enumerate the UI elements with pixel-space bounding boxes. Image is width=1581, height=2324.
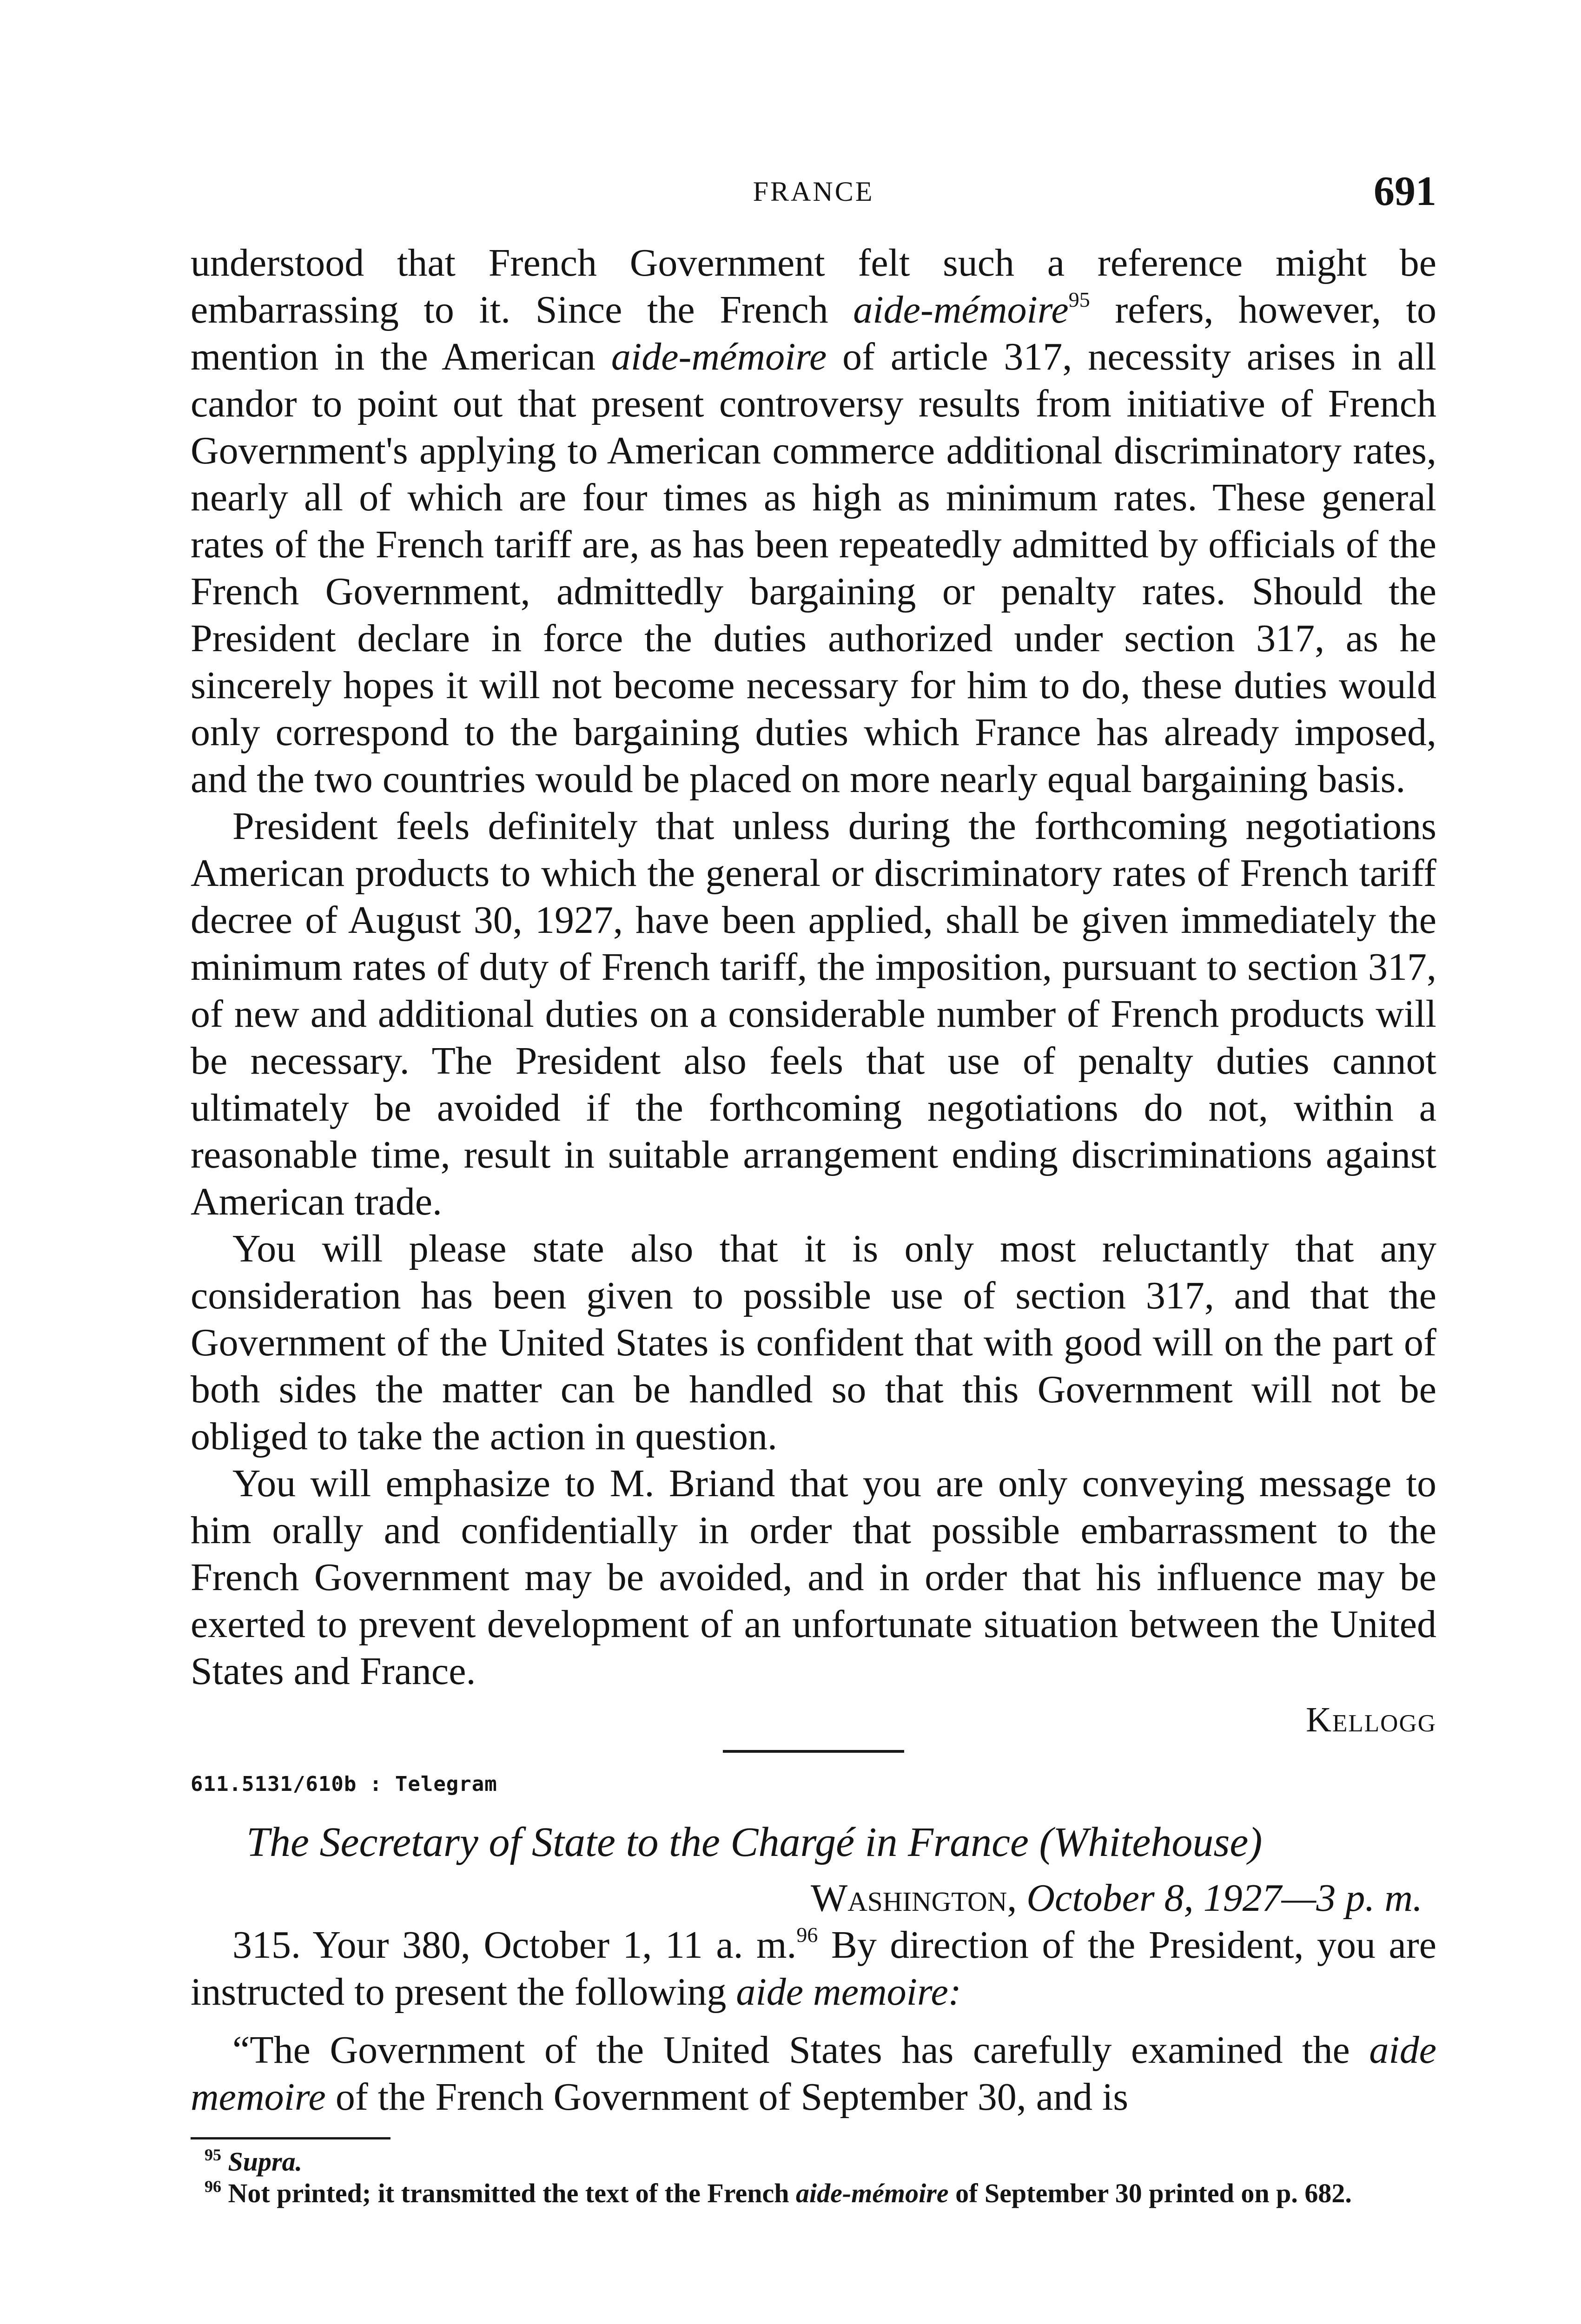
dateline [191,1875,1436,1921]
paragraph-text: of the French Government of September 30, and is [325,2075,1129,2119]
footnote-mark: 96 [205,2177,221,2196]
running-title: FRANCE [753,176,874,207]
paragraph-text: refers, however, to mention in the American [191,288,1436,378]
footnote-divider [191,2137,390,2139]
footnote-reference: 95 [1068,288,1090,311]
footnote-text: of September 30 printed on p. 682. [948,2178,1352,2208]
paragraph: You will please state also that it is only most reluctantly that any consideration has been given to possible use of section 317, and that the Government of the United States is confident that with good will on the part of both sides the matter can be handled so that this Government will not be obliged to take the action in question. [191,1227,1436,1458]
paragraph-text: 315. Your 380, October 1, 11 a. m. [232,1923,797,1967]
page-number: 691 [1374,168,1436,214]
footnote-text: Supra. [228,2146,303,2177]
italic-term: aide-mémoire [796,2178,949,2208]
footnote-mark: 95 [205,2146,221,2164]
quoted-paragraph [191,2027,1436,2120]
dateline-date: October 8, 1927—3 p. m. [1017,1876,1422,1920]
dateline-place: Washington, [811,1876,1017,1920]
body-text [191,239,1436,2209]
paragraph: You will emphasize to M. Briand that you are only conveying message to him orally and confidentially in order that possible embarrassment to the French Government may be avoided, and in order that his influence may be exerted to prevent development of an unfortunate situation between the United States and France. [191,1462,1436,1693]
footnote-text: Not printed; it transmitted the text of the French [228,2178,796,2208]
paragraph-text: understood that French Government felt such a reference might be embarrassing to it. Since the French [191,241,1436,331]
footnote-95 [191,2146,1436,2178]
paragraph-text: of article 317, necessity arises in all candor to point out that present controversy results from initiative of French Government's applying to American commerce additional discriminatory rates, nearly all of which are four times as high as minimum rates. These general rates of the French tariff are, as has been repeatedly admitted by officials of the French Government, admittedly bargaining or penalty rates. Should the President declare in force the duties authorized under section 317, as he sincerely hopes it will not become necessary for him to do, these duties would only correspond to the bargaining duties which France has already imposed, and the two countries would be placed on more nearly equal bargaining basis. [191,335,1437,801]
italic-term: aide-mémoire [853,288,1069,331]
signature: Kellogg [1306,1700,1436,1739]
running-head [191,167,1436,218]
footnote-reference: 96 [796,1923,818,1947]
document-heading: The Secretary of State to the Chargé in France (Whitehouse) [246,1819,1263,1865]
footnotes [191,2146,1436,2209]
italic-term: aide memoire: [736,1970,961,2014]
section-divider [723,1750,904,1753]
file-number: 611.5131/610b : Telegram [191,1772,497,1796]
paragraph-text: “The Government of the United States has carefully examined the [232,2028,1369,2072]
paragraph [191,1921,1436,2015]
italic-term: aide-mémoire [611,335,827,378]
paragraph: President feels definitely that unless during the forthcoming negotiations American products to which the general or discriminatory rates of French tariff decree of August 30, 1927, have been applied, shall be given immediately the minimum rates of duty of French tariff, the imposition, pursuant to section 317, of new and additional duties on a considerable number of French products will be necessary. The President also feels that use of penalty duties cannot ultimately be avoided if the forthcoming negotiations do not, within a reasonable time, result in suitable arrangement ending discriminations against American trade. [191,805,1436,1223]
paragraph-text: By direction of the President, you are instructed to present the following [191,1923,1436,2014]
footnote-96 [191,2178,1436,2209]
italic-term: aide memoire [191,2028,1436,2119]
paragraph-continuation [191,239,1436,803]
